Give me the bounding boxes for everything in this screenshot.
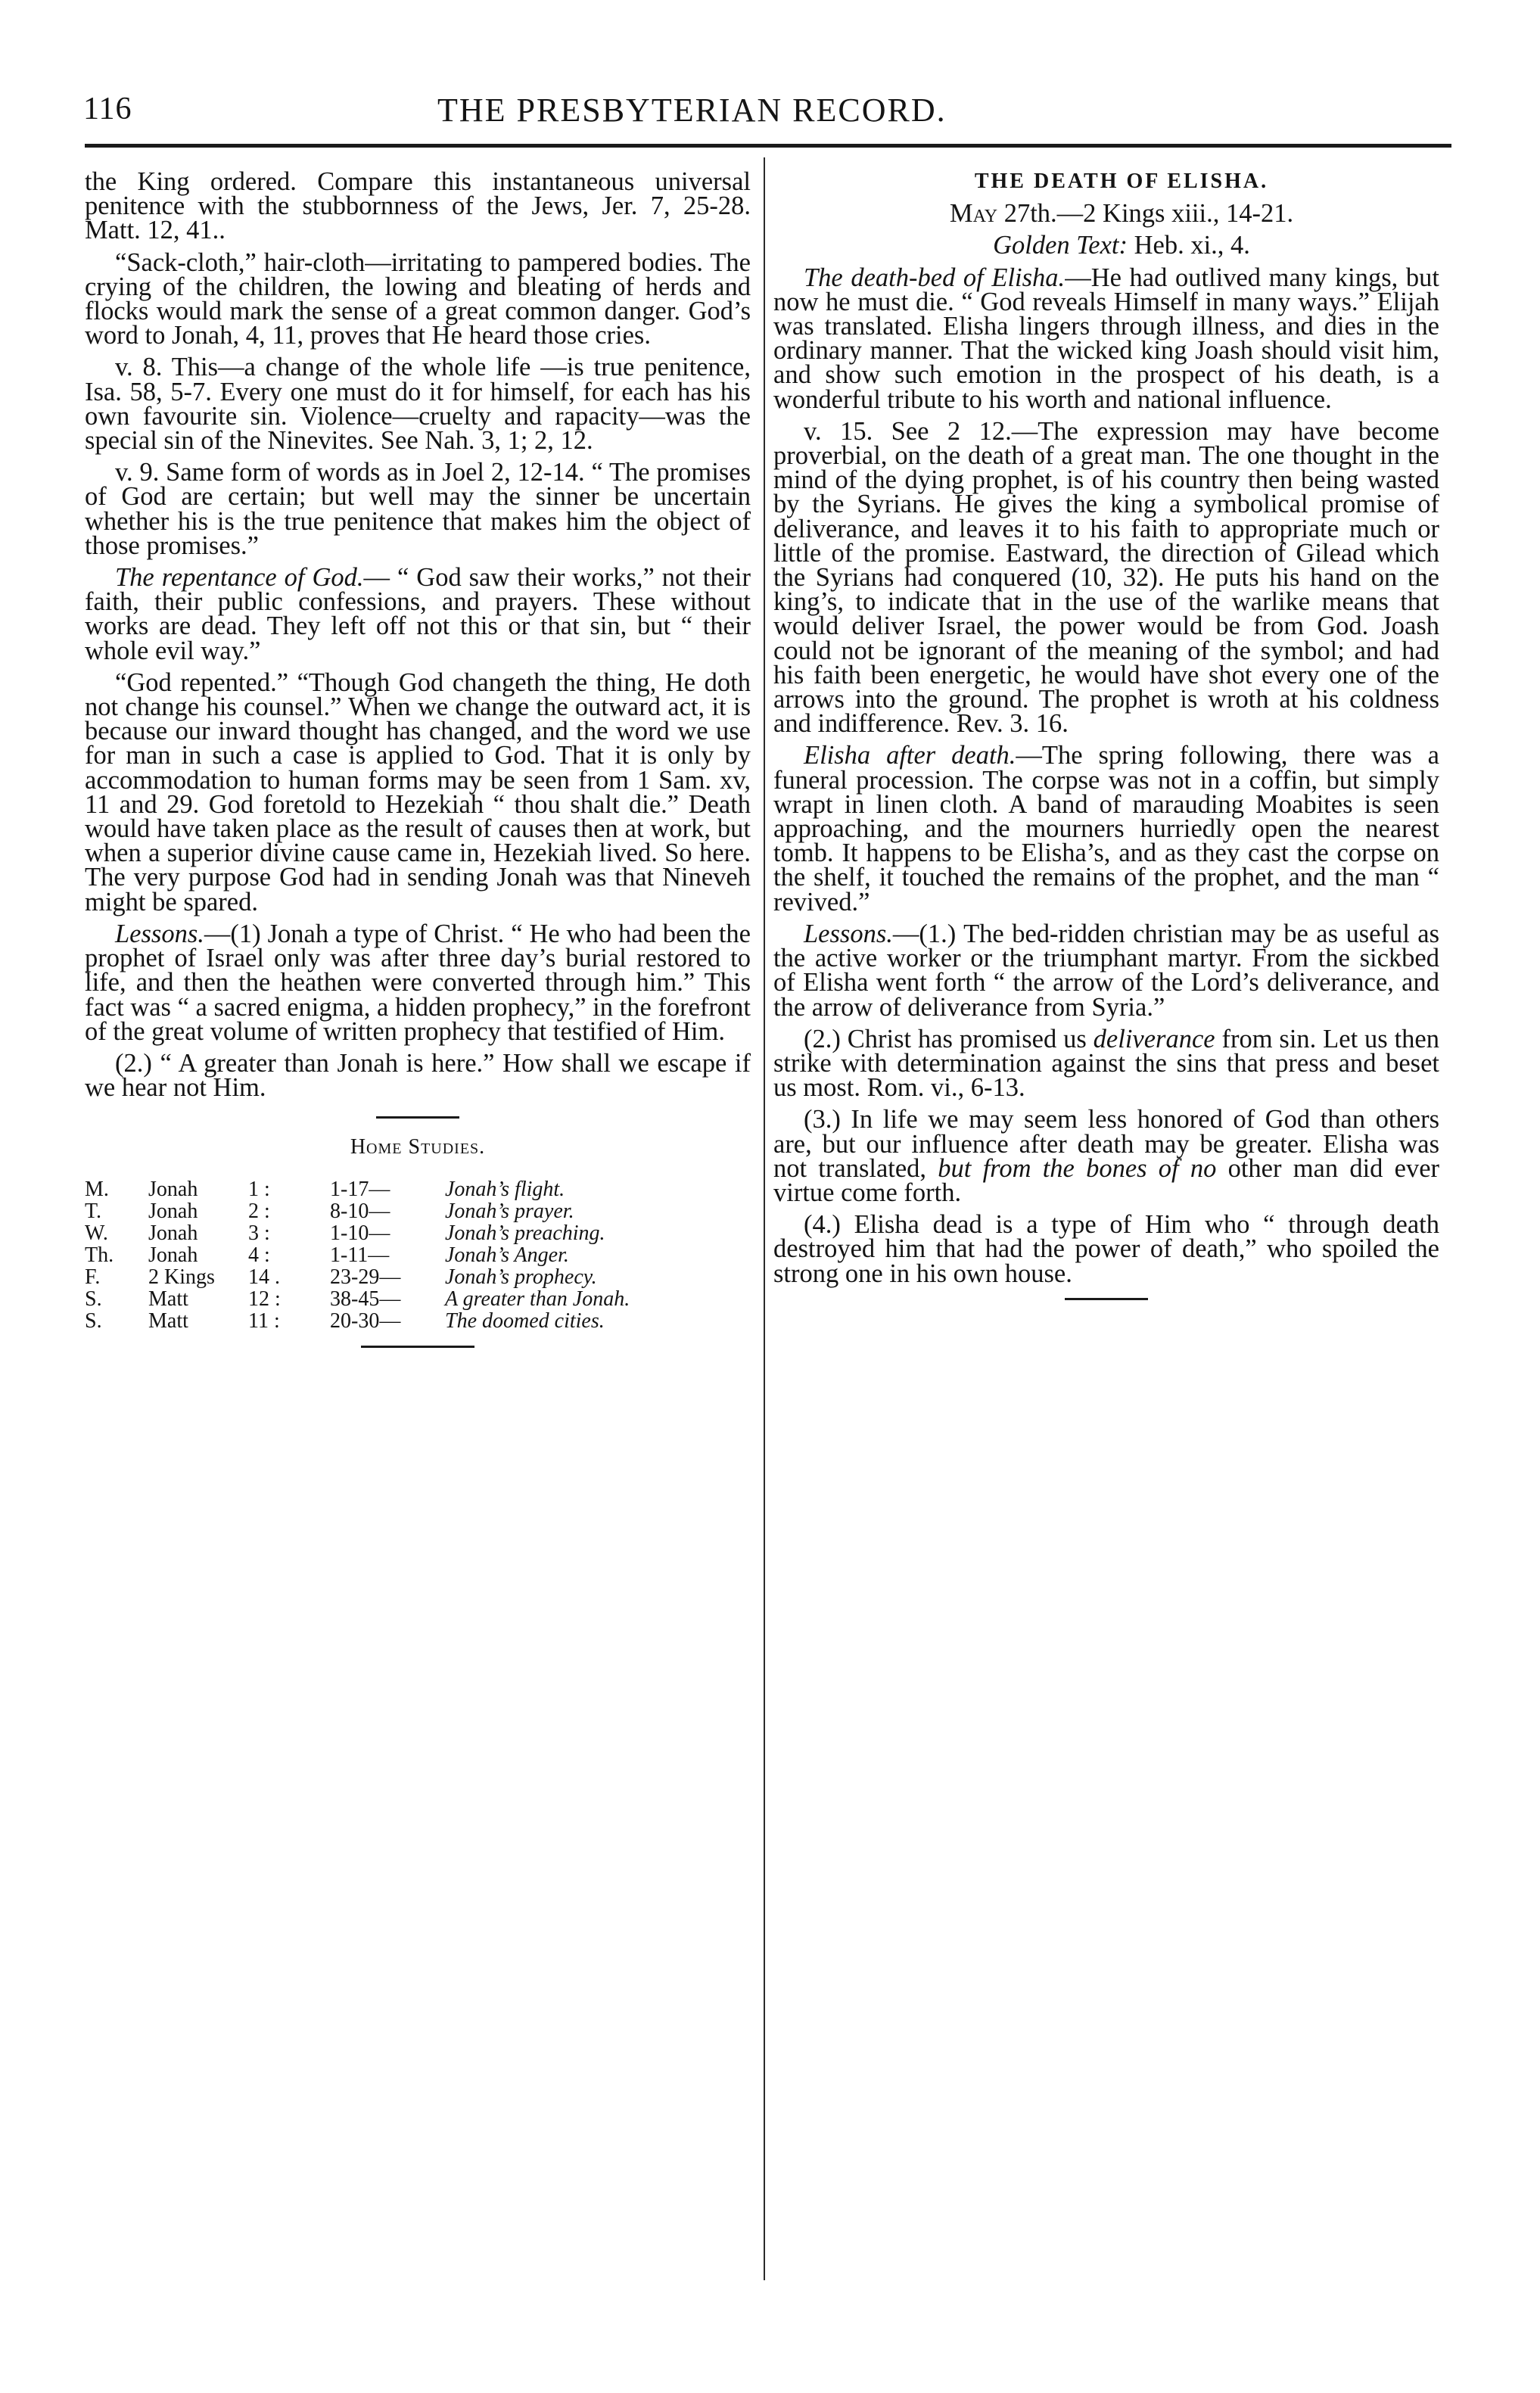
study-book: Jonah [148, 1199, 198, 1223]
study-chapter: 2 : [248, 1199, 270, 1223]
study-chapter: 3 : [248, 1221, 270, 1245]
study-row [85, 1310, 751, 1332]
study-topic: Jonah’s prophecy. [445, 1265, 597, 1289]
study-topic: Jonah’s Anger. [445, 1243, 569, 1267]
home-studies-title: Home Studies. [350, 1135, 486, 1159]
study-book: Jonah [148, 1243, 198, 1267]
page-number: 116 [83, 92, 132, 126]
study-chapter: 4 : [248, 1243, 270, 1267]
study-row [85, 1244, 751, 1266]
lesson-date-rest: 27th.—2 Kings xiii., 14-21. [1003, 199, 1294, 229]
study-book: Matt [148, 1309, 188, 1333]
study-day: M. [85, 1177, 109, 1201]
journal-title: THE PRESBYTERIAN RECORD. [437, 92, 947, 129]
lesson-3-italic: but from the bones of no [938, 1153, 1217, 1183]
study-row [85, 1178, 751, 1200]
deathbed-heading: The death-bed of Elisha. [804, 263, 1066, 292]
right-paragraph-1 [773, 263, 1439, 414]
right-lessons-text: —(1.) The bed-ridden christian may be as useful as the active worker or the triumphant martyr. From the sickbed of Elisha went forth “ the arrow of the Lord’s deliverance, and the arrow of deliverance from Syria.” [773, 919, 1439, 1022]
left-paragraph-8: (2.) “ A greater than Jonah is here.” How shall we escape if we hear not Him. [85, 1048, 751, 1103]
left-paragraph-1: the King ordered. Compare this instantaneous universal penitence with the stubbornness of the Jews, Jer. 7, 25-28. Matt. 12, 41.. [85, 167, 751, 245]
golden-text [773, 231, 1439, 260]
repentance-heading: The repentance of God. [115, 563, 364, 593]
left-paragraph-4: v. 9. Same form of words as in Joel 2, 12-14. “ The promises of God are certain; but well may the sinner be uncertain whether his is the true penitence that makes him the object of those promises.” [85, 458, 751, 560]
right-paragraph-3 [773, 741, 1439, 916]
left-paragraph-3: v. 8. This—a change of the whole life —is true penitence, Isa. 58, 5-7. Every one must do it for himself, for each has his own favourite sin. Violence—cruelty and rapacity—was the special sin of the Ninevites. See Nah. 3, 1; 2, 12. [85, 353, 751, 456]
study-verses: 1-17— [330, 1177, 390, 1201]
right-paragraph-7: (4.) Elisha dead is a type of Him who “ through death destroyed him that had the power of death,” who spoiled the strong one in his own house. [773, 1210, 1439, 1288]
header-rule [85, 144, 1451, 148]
left-column [85, 167, 751, 1348]
study-row [85, 1222, 751, 1244]
right-paragraph-6 [773, 1107, 1439, 1205]
study-day: S. [85, 1309, 102, 1333]
study-chapter: 1 : [248, 1177, 270, 1201]
right-paragraph-5 [773, 1024, 1439, 1103]
left-paragraph-7 [85, 919, 751, 1046]
study-row [85, 1200, 751, 1222]
study-row [85, 1266, 751, 1288]
page-header [83, 91, 1461, 136]
right-lessons-heading: Lessons. [804, 919, 893, 948]
golden-text-ref: Heb. xi., 4. [1134, 231, 1250, 260]
study-book: 2 Kings [148, 1265, 215, 1289]
section-rule [376, 1116, 459, 1119]
study-verses: 8-10— [330, 1199, 390, 1223]
lesson-3-start: (3.) In life we may seem less honored of God than others are, but our influence after death may be greater. Elisha was not translated, [773, 1105, 1439, 1183]
lesson-title: THE DEATH OF ELISHA. [974, 170, 1269, 193]
closing-rule-left [361, 1346, 474, 1348]
study-verses: 20-30— [330, 1309, 401, 1333]
lesson-2-italic: deliverance [1093, 1024, 1215, 1053]
lesson-2-start: (2.) Christ has promised us [804, 1024, 1094, 1053]
lesson-2-end: from sin. Let us then strike with determination against the sins that press and beset us most. Rom. vi., 6-13. [773, 1024, 1439, 1103]
right-column [773, 170, 1439, 1300]
study-chapter: 14 . [248, 1265, 280, 1289]
home-studies-list [85, 1178, 751, 1332]
study-verses: 1-11— [330, 1243, 390, 1267]
study-day: T. [85, 1199, 102, 1223]
study-topic: The doomed cities. [445, 1309, 605, 1333]
study-book: Matt [148, 1287, 188, 1311]
study-verses: 38-45— [330, 1287, 401, 1311]
left-paragraph-6: “God repented.” “Though God changeth the thing, He doth not change his counsel.” When we change the outward act, it is because our inward thought has changed, and the word we use for man in such a case is applied to God. That it is only by accommodation to human forms may be seen from 1 Sam. xv, 11 and 29. God foretold to Hezekiah “ thou shalt die.” Death would have taken place as the result of causes then at work, but when a superior divine cause came in, Hezekiah lived. So here. The very purpose God had in sending Jonah was that Nineveh might be spared. [85, 667, 751, 916]
study-topic: A greater than Jonah. [445, 1287, 630, 1311]
after-death-text: —The spring following, there was a funeral procession. The corpse was not in a coffin, but simply wrapt in linen cloth. A band of marauding Moabites is seen approaching, and the mourners hurriedly open the nearest tomb. It happens to be Elisha’s, and as they cast the corpse on the shelf, it touched the remains of the prophet, and the man “ revived.” [773, 741, 1439, 916]
lesson-date [773, 199, 1439, 229]
study-book: Jonah [148, 1221, 198, 1245]
study-row [85, 1288, 751, 1310]
study-chapter: 12 : [248, 1287, 281, 1311]
deathbed-text: —He had outlived many kings, but now he must die. “ God reveals Himself in many ways.” Elijah was translated. Elisha lingers through illness, and dies in the ordinary manner. That the wicked king Joash should visit him, and show such emotion in the prospect of his death, is a wonderful tribute to his worth and national influence. [773, 263, 1439, 414]
study-verses: 1-10— [330, 1221, 390, 1245]
study-chapter: 11 : [248, 1309, 280, 1333]
column-divider [764, 157, 765, 2280]
right-paragraph-4 [773, 919, 1439, 1022]
study-topic: Jonah’s flight. [445, 1177, 565, 1201]
study-topic: Jonah’s prayer. [445, 1199, 574, 1223]
study-day: S. [85, 1287, 102, 1311]
lessons-heading: Lessons. [115, 919, 204, 948]
right-paragraph-2: v. 15. See 2 12.—The expression may have become proverbial, on the death of a great man. The one thought in the mind of the dying prophet, is of his country then being wasted by the Syrians. He gives the king a symbolical promise of deliverance, and leaves it to his faith to appropriate much or little of the promise. Eastward, the direction of Gilead which the Syrians had conquered (10, 32). He puts his hand on the king’s, to indicate that in the use of the warlike means that would deliver Israel, the power would be from God. Joash could not be ignorant of the meaning of the symbol; and had his faith been energetic, he would have shot every one of the arrows into the ground. The prophet is wroth at his coldness and indifference. Rev. 3. 16. [773, 416, 1439, 739]
study-topic: Jonah’s preaching. [445, 1221, 605, 1245]
closing-rule-right [1065, 1298, 1148, 1300]
left-paragraph-2: “Sack-cloth,” hair-cloth—irritating to pampered bodies. The crying of the children, the lowing and bleating of herds and flocks would mark the sense of a great common danger. God’s word to Jonah, 4, 11, proves that He heard those cries. [85, 247, 751, 350]
study-day: Th. [85, 1243, 114, 1267]
study-verses: 23-29— [330, 1265, 401, 1289]
lesson-date-month: May [949, 199, 998, 229]
lesson-3-end: other man did ever virtue come forth. [773, 1153, 1440, 1207]
repentance-text: — “ God saw their works,” not their faith, their public confessions, and prayers. These without works are dead. They left off not this or that sin, but “ their whole evil way.” [85, 563, 751, 665]
golden-text-label: Golden Text: [993, 231, 1128, 260]
study-day: W. [85, 1221, 108, 1245]
lessons-text: —(1) Jonah a type of Christ. “ He who had been the prophet of Israel only was after three day’s burial restored to life, and then the heathen were converted through him.” This fact was “ a sacred enigma, a hidden prophecy,” in the forefront of the great volume of written prophecy that testified of Him. [85, 919, 751, 1046]
study-book: Jonah [148, 1177, 198, 1201]
after-death-heading: Elisha after death. [804, 741, 1016, 770]
left-paragraph-5 [85, 565, 751, 663]
study-day: F. [85, 1265, 101, 1289]
